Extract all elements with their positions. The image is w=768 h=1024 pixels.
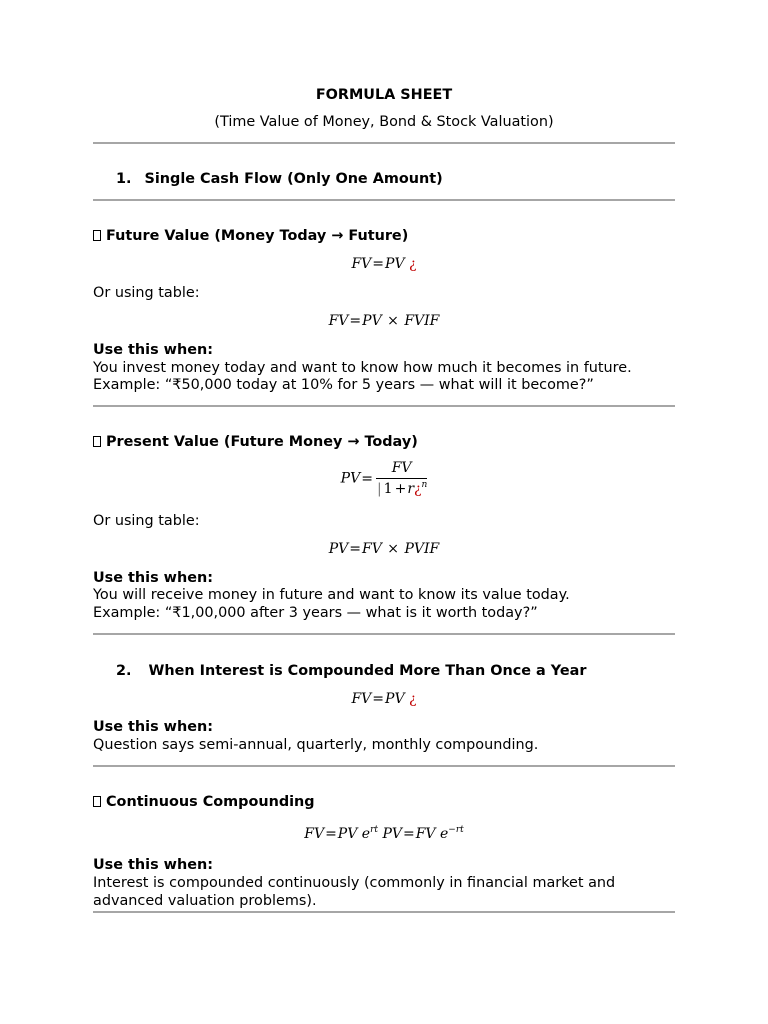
alt-intro: Or using table: xyxy=(93,513,200,529)
divider xyxy=(93,199,675,201)
use-label: Use this when: xyxy=(93,570,213,586)
divider xyxy=(93,765,675,767)
use-label: Use this when: xyxy=(93,857,213,873)
formula-symbol: PV xyxy=(385,691,405,707)
section-1-heading xyxy=(116,171,443,187)
formula-exponent: rt xyxy=(370,825,378,835)
formula-symbol: PV xyxy=(340,470,361,487)
future-value-heading xyxy=(93,228,408,244)
divider xyxy=(93,405,675,407)
formula-operator: = xyxy=(349,313,362,329)
use-description: Interest is compounded continuously (commonly in financial market and xyxy=(93,875,616,891)
present-value-heading xyxy=(93,434,418,450)
fraction-denominator xyxy=(376,479,427,497)
section-number: 1. xyxy=(116,171,132,187)
present-value-table-formula xyxy=(0,541,768,557)
alt-intro: Or using table: xyxy=(93,285,200,301)
formula-operator: = xyxy=(349,541,361,557)
use-label: Use this when: xyxy=(93,719,213,735)
formula-operator: = xyxy=(361,470,373,487)
future-value-title: Future Value (Money Today → Future) xyxy=(106,228,409,244)
formula-exponent: n xyxy=(421,480,428,490)
present-value-title: Present Value (Future Money → Today) xyxy=(106,434,418,450)
box-icon xyxy=(93,230,101,241)
use-description-continued: advanced valuation problems). xyxy=(93,893,317,909)
present-value-formula xyxy=(0,460,768,497)
formula-symbol: FV xyxy=(328,313,349,329)
future-value-formula xyxy=(0,256,768,272)
future-value-table-formula xyxy=(0,313,768,329)
formula-operator: × xyxy=(387,313,399,329)
divider xyxy=(93,142,675,144)
section-title: When Interest is Compounded More Than Once a Year xyxy=(148,663,587,679)
formula-symbol: PV xyxy=(385,256,405,272)
formula-symbol: PV xyxy=(362,313,382,329)
formula-symbol: FV xyxy=(415,826,436,842)
formula-glyph: ¿ xyxy=(409,691,417,707)
formula-operator: = xyxy=(325,826,337,842)
use-description: You will receive money in future and want to know its value today. xyxy=(93,587,570,603)
formula-symbol: r xyxy=(407,481,415,497)
continuous-title: Continuous Compounding xyxy=(106,794,315,810)
formula-operator: = xyxy=(372,691,385,707)
formula-glyph: ¿ xyxy=(414,481,422,497)
formula-symbol: FV xyxy=(304,826,325,842)
formula-symbol: e xyxy=(361,826,371,842)
formula-symbol: FV xyxy=(351,691,372,707)
fraction xyxy=(376,460,427,497)
formula-symbol: 1 xyxy=(383,481,393,497)
page-title: FORMULA SHEET xyxy=(315,87,453,103)
formula-symbol: PV xyxy=(382,826,402,842)
formula-exponent: −rt xyxy=(448,825,464,835)
box-icon xyxy=(93,436,101,447)
formula-symbol: PV xyxy=(337,826,358,842)
formula-glyph: | xyxy=(376,481,382,497)
use-label: Use this when: xyxy=(93,342,213,358)
fraction-numerator: FV xyxy=(376,460,427,479)
formula-symbol: PVIF xyxy=(404,541,440,557)
use-example: Example: “₹1,00,000 after 3 years — what is it worth today?” xyxy=(93,605,538,621)
formula-operator: × xyxy=(387,541,400,557)
divider xyxy=(93,633,675,635)
formula-symbol: FVIF xyxy=(404,313,440,329)
page-subtitle: (Time Value of Money, Bond & Stock Valuation) xyxy=(214,114,554,130)
section-title: Single Cash Flow (Only One Amount) xyxy=(144,171,443,187)
use-description: You invest money today and want to know how much it becomes in future. xyxy=(93,360,632,376)
formula-glyph: ¿ xyxy=(409,256,417,272)
formula-symbol: FV xyxy=(351,256,372,272)
section-2-heading xyxy=(116,663,586,679)
formula-operator: = xyxy=(372,256,385,272)
continuous-formula xyxy=(0,826,768,842)
formula-operator: + xyxy=(394,481,407,497)
use-description: Question says semi-annual, quarterly, monthly compounding. xyxy=(93,737,539,753)
continuous-heading xyxy=(93,794,315,810)
section-number: 2. xyxy=(116,663,132,679)
compounding-formula xyxy=(0,691,768,707)
formula-symbol: PV xyxy=(328,541,349,557)
box-icon xyxy=(93,796,101,807)
use-example: Example: “₹50,000 today at 10% for 5 years — what will it become?” xyxy=(93,377,594,393)
divider xyxy=(93,911,675,913)
formula-symbol: e xyxy=(440,826,449,842)
formula-symbol: FV xyxy=(362,541,382,557)
formula-operator: = xyxy=(402,826,415,842)
